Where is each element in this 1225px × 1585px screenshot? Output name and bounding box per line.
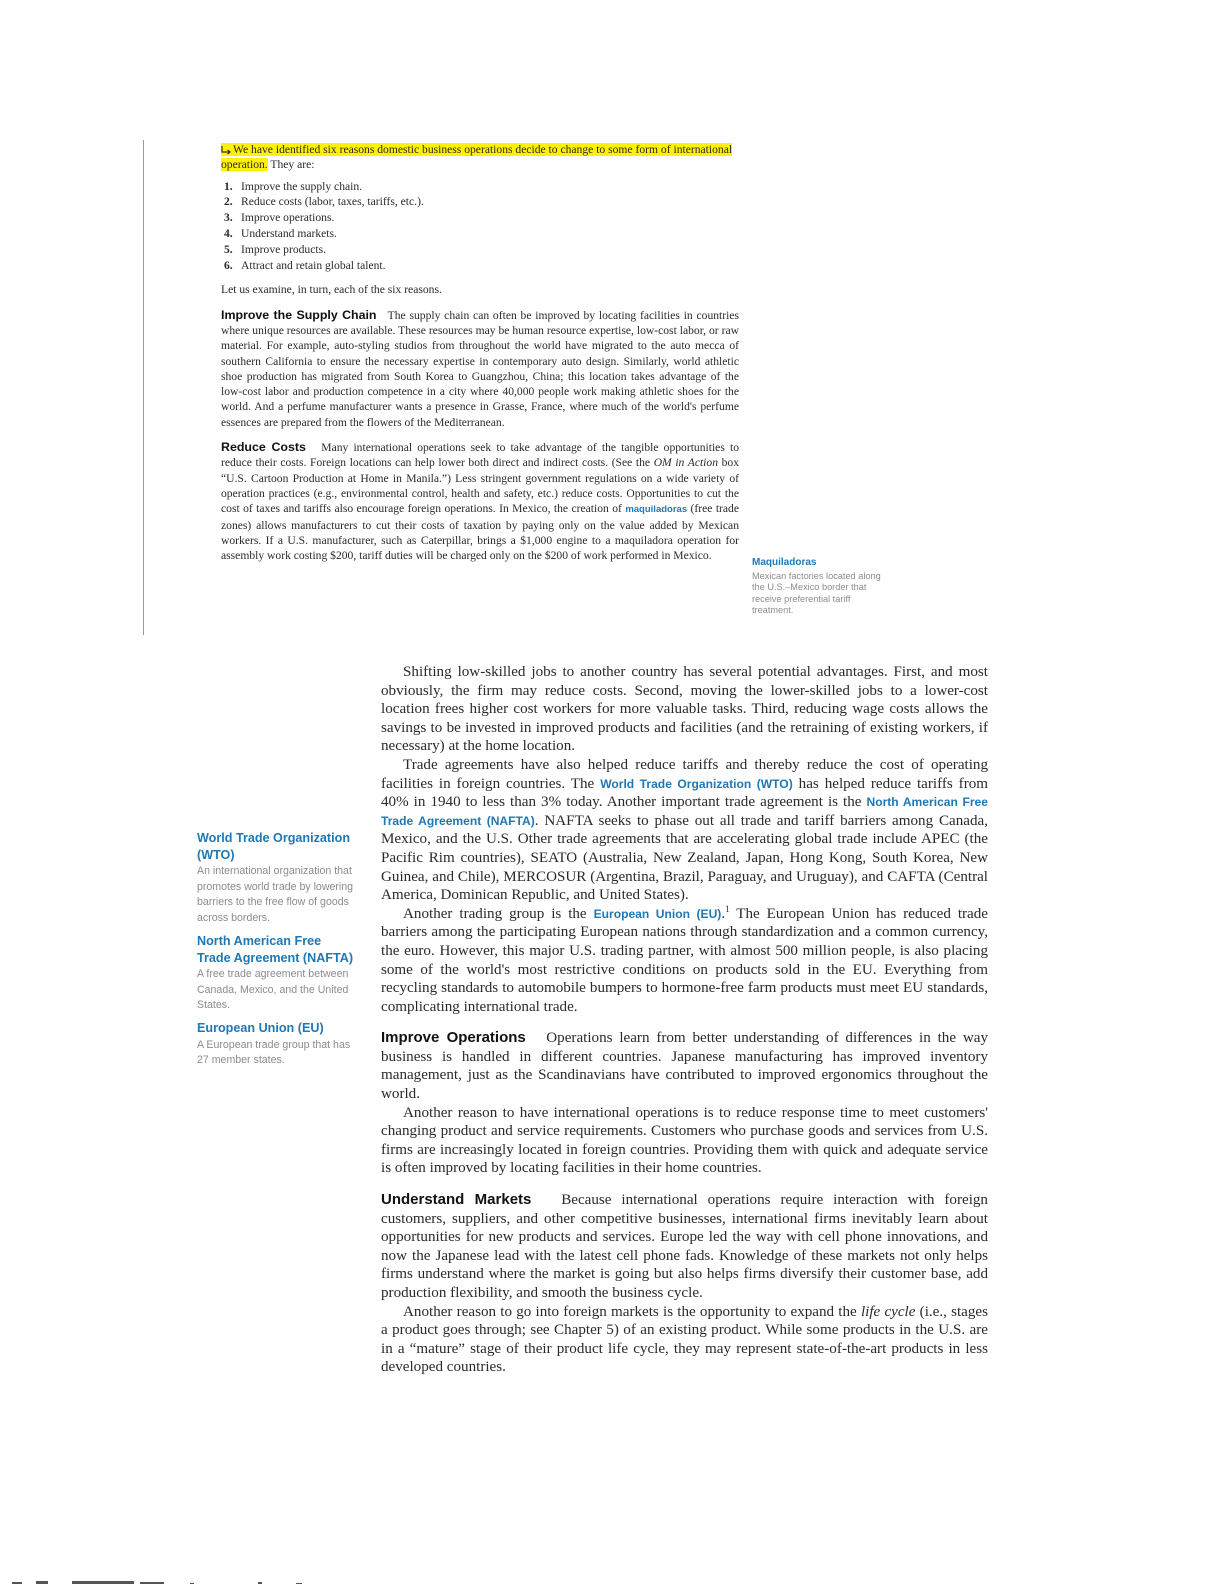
section-heading: Improve the Supply Chain — [221, 307, 377, 322]
body-paragraph: Another reason to have international operations is to reduce response time to meet customers' changing product and service requirements. Customers who purchase goods and services from U.S. firms are increasingly located in foreign countries. Providing them with quick and adequate service is often improved by locating facilities in their home countries. — [381, 1104, 988, 1177]
body-paragraph: Another trading group is the European Union (EU).$^1$ The European Union has reduced trade barriers among the participating European nations through standardization and a common currency, the euro. However, this major U.S. trading partner, with almost 500 million people, is also placing some of the world's most restrictive conditions on products sold in the EU. Everything from recycling standards to automobile bumpers to hormone-free farm products must meet EU standards, complicating international trade. — [381, 903, 989, 1015]
glossary-term: North American Free Trade Agreement (NAFTA) — [381, 795, 988, 828]
main-text — [381, 663, 988, 1377]
margin-note-definition: A free trade agreement between Canada, Mexico, and the United States. — [197, 968, 349, 1012]
margin-note-title: World Trade Organization (WTO) — [197, 831, 351, 862]
margin-note-title: North American Free Trade Agreement (NAFTA) — [197, 934, 354, 965]
list-item: 2. Reduce costs (labor, taxes, tariffs, etc.). — [224, 195, 424, 209]
supply-chain-paragraph: Improve the Supply Chain The supply chain can often be improved by locating facilities in countries where unique resources are available. These resources may be human resource expertise, low-cost labor, or raw material. For example, auto-styling studios from throughout the world have migrated to the auto mecca of southern California to ensure the necessary expertise in contemporary auto design. Similarly, world athletic shoe production has migrated from South Korea to Guangzhou, China; this location takes advantage of the low-cost labor and production competence in a city where 40,000 people work making athletic shoes for the world. And a perfume manufacturer wants a presence in Grasse, France, where much of the world's perfume essences are prepared from the flowers of the Mediterranean. — [221, 307, 739, 429]
margin-note-nafta — [197, 933, 357, 1014]
top-section — [221, 142, 739, 563]
body-paragraph: Another reason to go into foreign markets is the opportunity to expand the life cycle (i.e., stages a product goes through; see Chapter 5) of an existing product. While some products in the U.S. are in a “mature” stage of their product life cycle, they may represent state-of-the-art products in less developed countries. — [381, 1303, 988, 1376]
improve-operations-paragraph: Improve Operations Operations learn from better understanding of differences in the way business is handled in different countries. Japanese manufacturing has improved inventory management, just as the Scandinavians have contributed to improved ergonomics throughout the world. — [381, 1029, 989, 1103]
margin-note-definition: Mexican factories located along the U.S.–Mexico border that receive preferential tariff treatment. — [752, 570, 881, 615]
understand-markets-paragraph: Understand Markets Because international operations require interaction with foreign customers, suppliers, and other competitive businesses, international firms inevitably learn about opportunities for new products and services. Europe led the way with cell phone innovations, and now the Japanese lead with the latest cell phone fads. Knowledge of these markets not only helps firms understand where the market is going but also helps firms diversify their customer base, add production flexibility, and smooth the business cycle. — [381, 1191, 988, 1301]
body-paragraph: Shifting low-skilled jobs to another country has several potential advantages. First, and most obviously, the firm may reduce costs. Second, moving the lower-skilled jobs to a lower-cost location frees higher cost workers for more valuable tasks. Third, reducing wage costs allows the savings to be invested in improved products and facilities (and the retraining of existing workers, if necessary) at the home location. — [381, 664, 988, 755]
footnote-marker: 1 — [725, 903, 730, 914]
section-heading: Improve Operations — [381, 1029, 526, 1047]
margin-note-eu — [197, 1020, 357, 1069]
glossary-term: maquiladoras — [625, 504, 688, 516]
margin-note-definition: A European trade group that has 27 member states. — [197, 1038, 351, 1067]
body-paragraph: Trade agreements have also helped reduce tariffs and thereby reduce the cost of operating facilities in foreign countries. The World Trade Organization (WTO) has helped reduce tariffs from 40% in 1940 to less than 3% today. Another important trade agreement is the North American Free Trade Agreement (NAFTA). NAFTA seeks to phase out all trade and tariff barriers among Canada, Mexico, and the U.S. Other trade agreements that are accelerating global trade include APEC (the Pacific Rim countries), SEATO (Australia, New Zealand, Japan, Hong Kong, South Korea, New Guinea, and Chile), MERCOSUR (Argentina, Brazil, Paraguay, and Uruguay), and CAFTA (Central America, Dominican Republic, and United States). — [381, 756, 989, 904]
intro-sentence: Let us examine, in turn, each of the six reasons. — [221, 283, 442, 297]
list-item: 6. Attract and retain global talent. — [224, 258, 386, 272]
list-item: 4. Understand markets. — [224, 226, 337, 240]
glossary-term: European Union (EU) — [593, 906, 722, 921]
glossary-term: World Trade Organization (WTO) — [600, 776, 793, 791]
lead-rest: They are: — [267, 158, 315, 172]
highlight-label: We have identified six reasons domestic business operations decide to change to some form of international operation. — [221, 143, 733, 172]
margin-rule — [143, 140, 144, 635]
comment-icon[interactable] — [221, 145, 232, 154]
section-heading: Understand Markets — [381, 1191, 532, 1209]
list-item: 5. Improve products. — [224, 242, 327, 256]
scan-artifact-marks — [0, 1578, 330, 1585]
margin-note-title: Maquiladoras — [752, 557, 817, 568]
margin-note-wto — [197, 830, 357, 926]
list-item: 1. Improve the supply chain. — [224, 179, 363, 193]
list-item: 3. Improve operations. — [224, 211, 335, 225]
reasons-list — [221, 179, 739, 274]
margin-note-definition: An international organization that promotes world trade by lowering barriers to the free flow of goods across borders. — [197, 865, 354, 924]
lead-paragraph — [221, 142, 739, 173]
reduce-costs-paragraph: Reduce Costs Many international operations seek to take advantage of the tangible opportunities to reduce their costs. Foreign locations can help lower both direct and indirect costs. (See the OM in Action box “U.S. Cartoon Production at Home in Manila.”) Less stringent government regulations on a wide variety of operation practices (e.g., environmental control, health and safety, etc.) reduce costs. Opportunities to cut the cost of taxes and tariffs also encourage foreign operations. In Mexico, the creation of maquiladoras (free trade zones) allows manufacturers to cut their costs of taxation by paying only on the value added by Mexican workers. If a U.S. manufacturer, such as Caterpillar, brings a $1,000 engine to a maquiladora operation for assembly work costing $200, tariff duties will be charged only on the $200 of work performed in Mexico. — [221, 440, 740, 563]
section-heading: Reduce Costs — [221, 440, 306, 455]
margin-note-title: European Union (EU) — [197, 1021, 324, 1035]
margin-note-maquiladoras — [752, 557, 892, 617]
